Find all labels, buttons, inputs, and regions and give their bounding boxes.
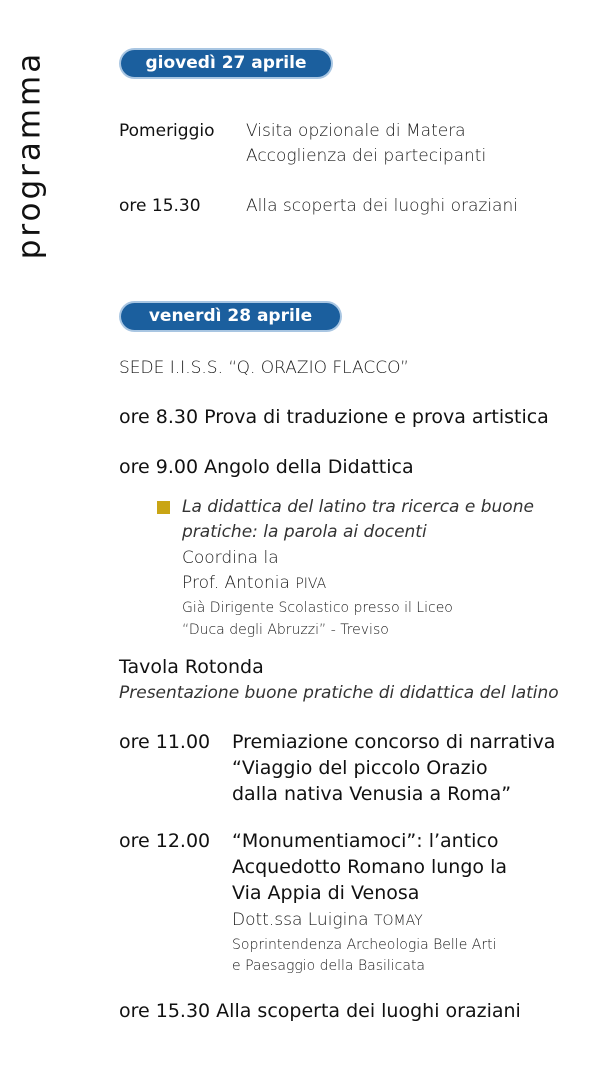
item-1530: ore 15.30 Alla scoperta dei luoghi oraziani [119, 1000, 521, 1022]
item-1200-line2: Acquedotto Romano lungo la [232, 856, 507, 878]
day1-row2-line1: Alla scoperta dei luoghi oraziani [246, 196, 518, 216]
day2-date-badge: venerdì 28 aprile [121, 303, 340, 330]
square-bullet-icon [157, 501, 170, 514]
didactics-coord: Coordina la [182, 548, 279, 568]
side-title [4, 52, 54, 258]
day1-row1-time: Pomeriggio [119, 121, 215, 141]
item-1100-line1: Premiazione concorso di narrativa [232, 731, 556, 753]
item-1200-line3: Via Appia di Venosa [232, 882, 420, 904]
item-1200-speaker [232, 910, 423, 930]
day1-row1-line2: Accoglienza dei partecipanti [246, 146, 487, 166]
didactics-role-1: Già Dirigente Scolastico presso il Liceo [182, 600, 453, 616]
item-1200-time: ore 12.00 [119, 830, 211, 852]
didactics-italic-2: pratiche: la parola ai docenti [182, 522, 427, 542]
tavola-title: Tavola Rotonda [119, 656, 264, 678]
item-1100-time: ore 11.00 [119, 731, 211, 753]
prof-surname: PIVA [295, 576, 327, 592]
prof-name: Prof. Antonia [182, 573, 290, 593]
item-1200-org-2: e Paesaggio della Basilicata [232, 958, 426, 974]
item-1200-org-1: Soprintendenza Archeologia Belle Arti [232, 937, 497, 953]
venue: SEDE I.I.S.S. “Q. ORAZIO FLACCO” [119, 358, 409, 378]
didactics-role-2: “Duca degli Abruzzi” - Treviso [182, 622, 389, 638]
side-title-text: programma [11, 50, 47, 260]
didactics-prof [182, 573, 326, 593]
day1-row2-time: ore 15.30 [119, 196, 201, 216]
item-1200-line1: “Monumentiamoci”: l’antico [232, 830, 499, 852]
item-900: ore 9.00 Angolo della Didattica [119, 456, 414, 478]
didactics-italic-1: La didattica del latino tra ricerca e buone [182, 497, 534, 517]
item-1100-line3: dalla nativa Venusia a Roma” [232, 783, 512, 805]
speaker-name: Dott.ssa Luigina [232, 910, 369, 930]
item-830: ore 8.30 Prova di traduzione e prova artistica [119, 406, 549, 428]
speaker-surname: TOMAY [373, 913, 423, 929]
day1-date-badge: giovedì 27 aprile [121, 50, 331, 77]
item-1100-line2: “Viaggio del piccolo Orazio [232, 757, 488, 779]
tavola-subtitle: Presentazione buone pratiche di didattica del latino [119, 683, 559, 703]
day1-row1-line1: Visita opzionale di Matera [246, 121, 466, 141]
